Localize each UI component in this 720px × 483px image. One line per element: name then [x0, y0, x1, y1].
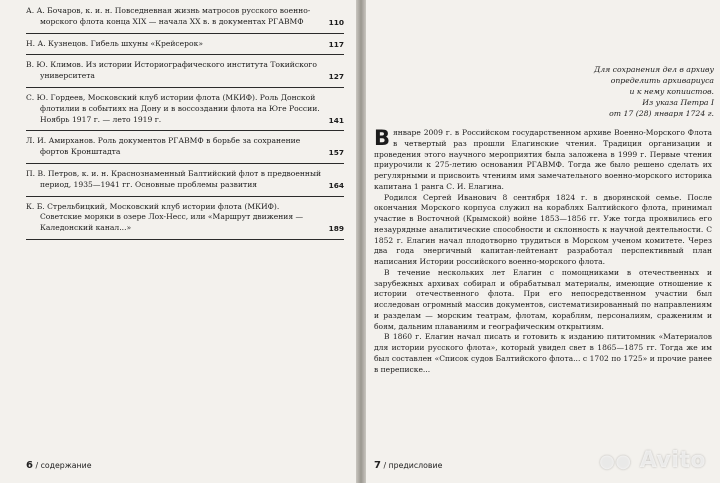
book-gutter: [356, 0, 366, 483]
toc-entry-page: 110: [328, 17, 344, 27]
toc-entry: [26, 93, 344, 131]
toc-entry-text: П. В. Петров, к. и. н. Краснознаменный Балтийский флот в предвоенный период, 1935—1941 гг. Основные проблемы развития: [26, 168, 322, 189]
toc-entry-text: В. Ю. Климов. Из истории Историографического института Токийского университета: [26, 60, 317, 81]
toc-entry-text: Н. А. Кузнецов. Гибель шхуны «Крейсерок»: [26, 38, 203, 48]
running-head: содержание: [40, 461, 92, 470]
toc-entry-page: 157: [328, 148, 344, 158]
drop-cap: В: [374, 126, 391, 150]
table-of-contents: [26, 6, 344, 245]
epigraph: [504, 64, 714, 119]
right-page-footer: 7 / предисловие: [374, 460, 443, 471]
epigraph-source: Из указа Петра I: [642, 98, 714, 107]
avito-watermark: [599, 448, 706, 473]
left-page: [0, 0, 356, 483]
epigraph-line: и к нему копиистов.: [629, 87, 714, 96]
toc-entry-page: 127: [328, 72, 344, 82]
toc-entry-text: К. Б. Стрельбицкий, Московский клуб истории флота (МКИФ). Советские моряки в озере Лох-Несс, или «Маршрут движения — Каледонский канал...»: [26, 201, 304, 233]
toc-entry: [26, 60, 344, 88]
toc-entry: [26, 169, 344, 197]
toc-entry-page: 141: [328, 115, 344, 125]
toc-entry-page: 189: [328, 224, 344, 234]
toc-entry: [26, 136, 344, 164]
toc-entry-text: С. Ю. Гордеев, Московский клуб истории флота (МКИФ). Роль Донской флотилии в событиях на Дону и в воссоздании флота на Юге России. Ноябрь 1917 г. — лето 1919 г.: [26, 92, 320, 124]
paragraph: В январе 2009 г. в Российском государственном архиве Военно-Морского Флота в четвертый раз прошли Елагинские чтения. Традиция организации и проведения этого научного мероприятия была заложена в 1999 г. Первые чтения приурочили к 275-летию основания РГАВМФ. Тогда же было решено сделать их регулярными и присвоить чтениям имя замечательного военно-морского историка капитана 1 ранга С. И. Елагина.: [374, 126, 712, 191]
preface-text: [374, 128, 712, 375]
paragraph: Родился Сергей Иванович 8 сентября 1824 г. в дворянской семье. После окончания Морского корпуса служил на кораблях Балтийского флота, принимал участие в Восточной (Крымской) войне 1853—1856 гг. Уже тогда проявились его незаурядные аналитические способности и склонность к научной деятельности. С 1852 г. Елагин начал плодотворно трудиться в Морском ученом комитете. Через два года энергичный капитан-лейтенант разработал перспективный план написания Истории российского военно-морского флота.: [374, 192, 712, 266]
epigraph-date: от 17 (28) января 1724 г.: [609, 109, 714, 118]
toc-entry-page: 117: [328, 39, 344, 49]
epigraph-line: определить архивариуса: [610, 76, 714, 85]
left-page-footer: 6 / содержание: [26, 460, 92, 471]
toc-entry: [26, 39, 344, 56]
paragraph: В течение нескольких лет Елагин с помощниками в отечественных и зарубежных архивах собирал и обрабатывал материалы, имеющие отношение к истории отечественного флота. При его непосредственном участии был исследован огромный массив документов, систематизированный по направлениям и разделам — морским театрам, флотам, кораблям, персоналиям, сражениям и боям, дальним плаваниям и географическим открытиям.: [374, 267, 712, 331]
running-head: предисловие: [388, 461, 443, 470]
toc-entry-text: А. А. Бочаров, к. и. н. Повседневная жизнь матросов русского военно-морского флота конца XIX — начала XX в. в документах РГАВМФ: [26, 6, 311, 26]
page-number: 6: [26, 460, 33, 471]
toc-entry: [26, 202, 344, 240]
toc-entry: [26, 6, 344, 34]
toc-entry-page: 164: [328, 180, 344, 190]
page-number: 7: [374, 460, 381, 471]
toc-entry-text: Л. И. Амирханов. Роль документов РГАВМФ в борьбе за сохранение фортов Кронштадта: [26, 136, 301, 157]
epigraph-line: Для сохранения дел в архиву: [593, 65, 714, 74]
right-page: [366, 0, 720, 483]
watermark-text: Avito: [639, 448, 706, 473]
paragraph: В 1860 г. Елагин начал писать и готовить к изданию пятитомник «Материалов для истории русского флота», который увидел свет в 1865—1875 гг. Тогда же им был составлен «Список судов Балтийского флота... с 1702 по 1725» и прочие ранее в переписке...: [374, 332, 712, 374]
avito-logo-icon: ●●: [599, 451, 632, 472]
